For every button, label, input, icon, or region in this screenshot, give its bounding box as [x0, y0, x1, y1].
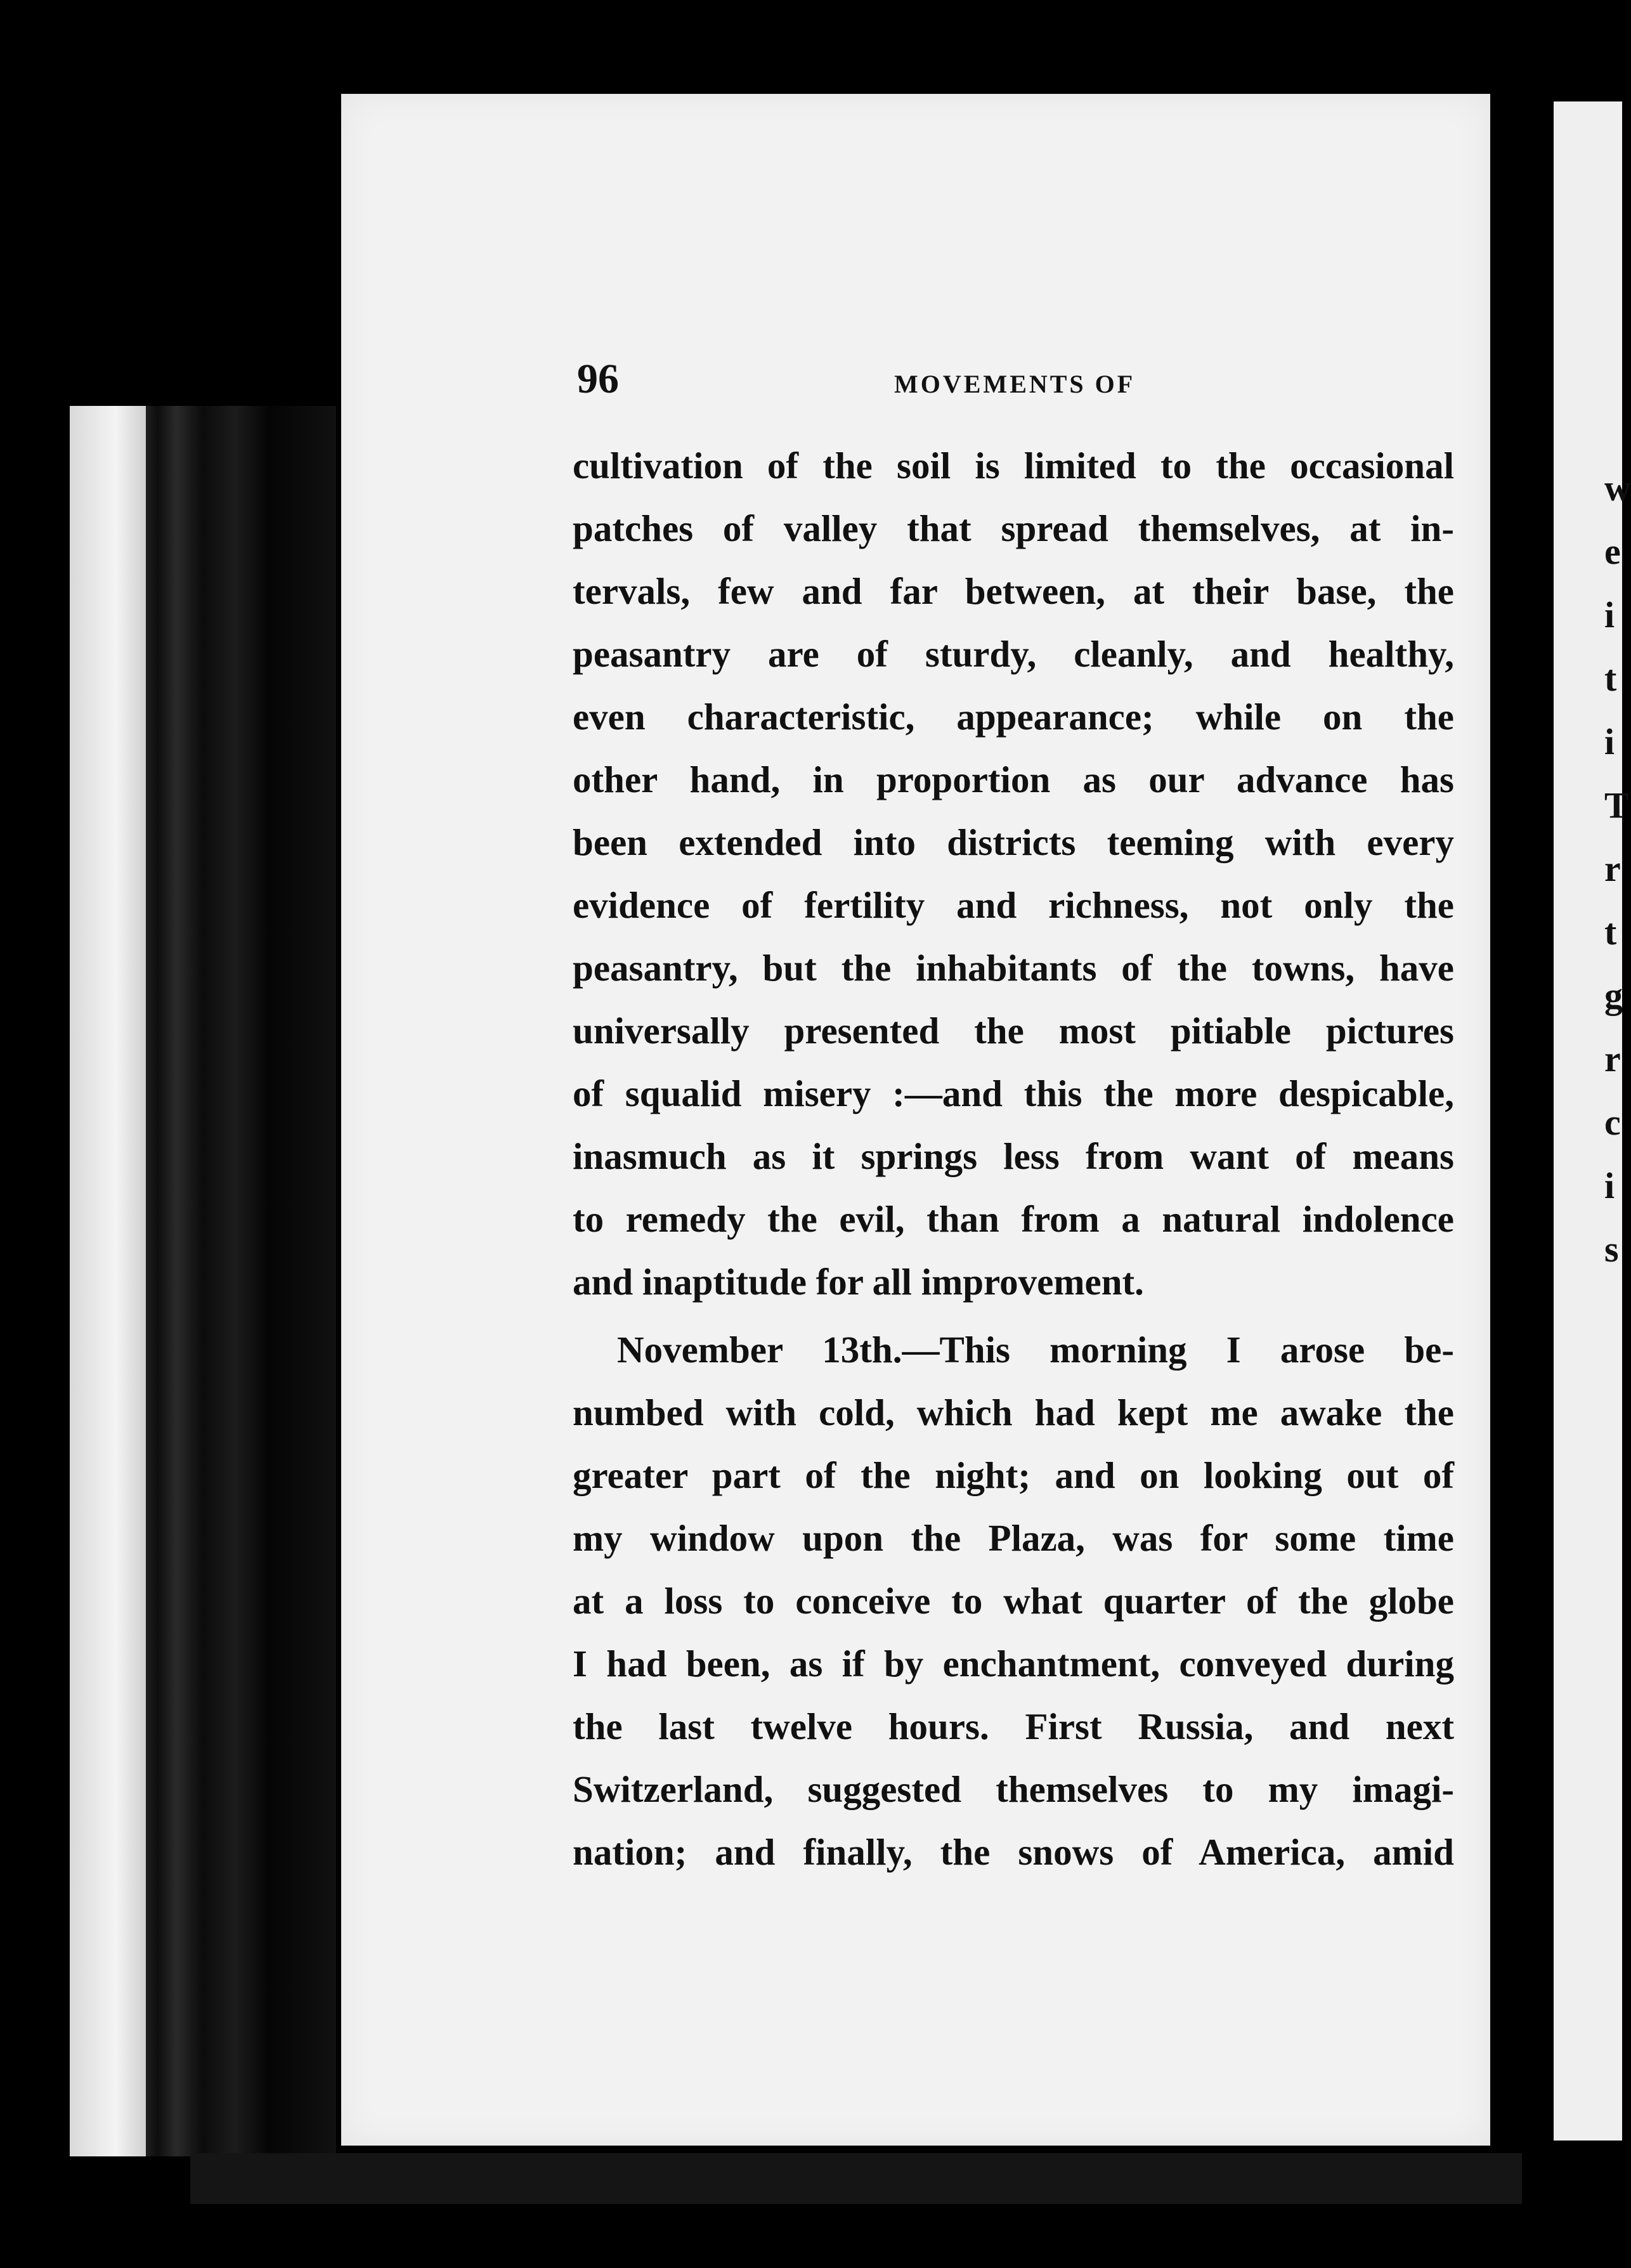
text-line: even characteristic, appearance; while on the — [573, 696, 1454, 738]
text-line: the last twelve hours. First Russia, and next — [573, 1705, 1454, 1747]
text-line: other hand, in proportion as our advance has — [573, 759, 1454, 800]
text-line: greater part of the night; and on looking out of — [573, 1454, 1454, 1496]
text-line: evidence of fertility and richness, not only the — [573, 884, 1454, 926]
facing-page-fragment: i — [1604, 721, 1615, 762]
facing-page-fragment: t — [1604, 658, 1617, 699]
text-line: to remedy the evil, than from a natural indolence — [573, 1198, 1454, 1240]
facing-page-text-fragments — [1604, 457, 1630, 1281]
text-line: I had been, as if by enchantment, conveyed during — [573, 1643, 1454, 1685]
text-line: inasmuch as it springs less from want of means — [573, 1135, 1454, 1177]
paragraph-2 — [573, 1319, 1454, 1884]
text-line: my window upon the Plaza, was for some time — [573, 1517, 1454, 1559]
text-line: been extended into districts teeming with every — [573, 821, 1454, 863]
text-line: and inaptitude for all improvement. — [573, 1261, 1144, 1303]
running-head-title: MOVEMENTS OF — [894, 370, 1136, 398]
book-bottom-edge — [190, 2153, 1522, 2204]
text-line: cultivation of the soil is limited to the occasional — [573, 445, 1454, 486]
facing-page-fragment: e — [1604, 531, 1621, 572]
text-line: peasantry, but the inhabitants of the towns, have — [573, 947, 1454, 989]
text-line: numbed with cold, which had kept me awake the — [573, 1391, 1454, 1433]
facing-page-fragment: w — [1604, 467, 1631, 509]
body-text — [573, 434, 1454, 1884]
text-line: nation; and finally, the snows of America, amid — [573, 1831, 1454, 1873]
page-stack-edge — [70, 406, 146, 2156]
running-head — [577, 355, 1471, 406]
facing-page-fragment: T — [1604, 785, 1629, 826]
facing-page-fragment: i — [1604, 1165, 1615, 1206]
facing-page-fragment: i — [1604, 594, 1615, 635]
text-line: patches of valley that spread themselves, at in- — [573, 507, 1454, 549]
text-line: tervals, few and far between, at their base, the — [573, 570, 1454, 612]
text-line: Switzerland, suggested themselves to my imagi- — [573, 1768, 1454, 1810]
page-number: 96 — [577, 356, 619, 402]
facing-page-fragment: c — [1604, 1102, 1621, 1143]
text-line: of squalid misery :—and this the more despicable, — [573, 1072, 1454, 1114]
text-line: peasantry are of sturdy, cleanly, and healthy, — [573, 633, 1454, 675]
facing-page-fragment: r — [1604, 848, 1621, 889]
facing-page-fragment: t — [1604, 911, 1617, 953]
text-line: at a loss to conceive to what quarter of the globe — [573, 1580, 1454, 1622]
facing-page-fragment: g — [1604, 975, 1623, 1016]
text-line: November 13th.—This morning I arose be- — [617, 1329, 1454, 1371]
facing-page-fragment: s — [1604, 1228, 1619, 1270]
text-line: universally presented the most pitiable pictures — [573, 1010, 1454, 1052]
facing-page-fragment: r — [1604, 1038, 1621, 1079]
paragraph-1 — [573, 434, 1454, 1313]
